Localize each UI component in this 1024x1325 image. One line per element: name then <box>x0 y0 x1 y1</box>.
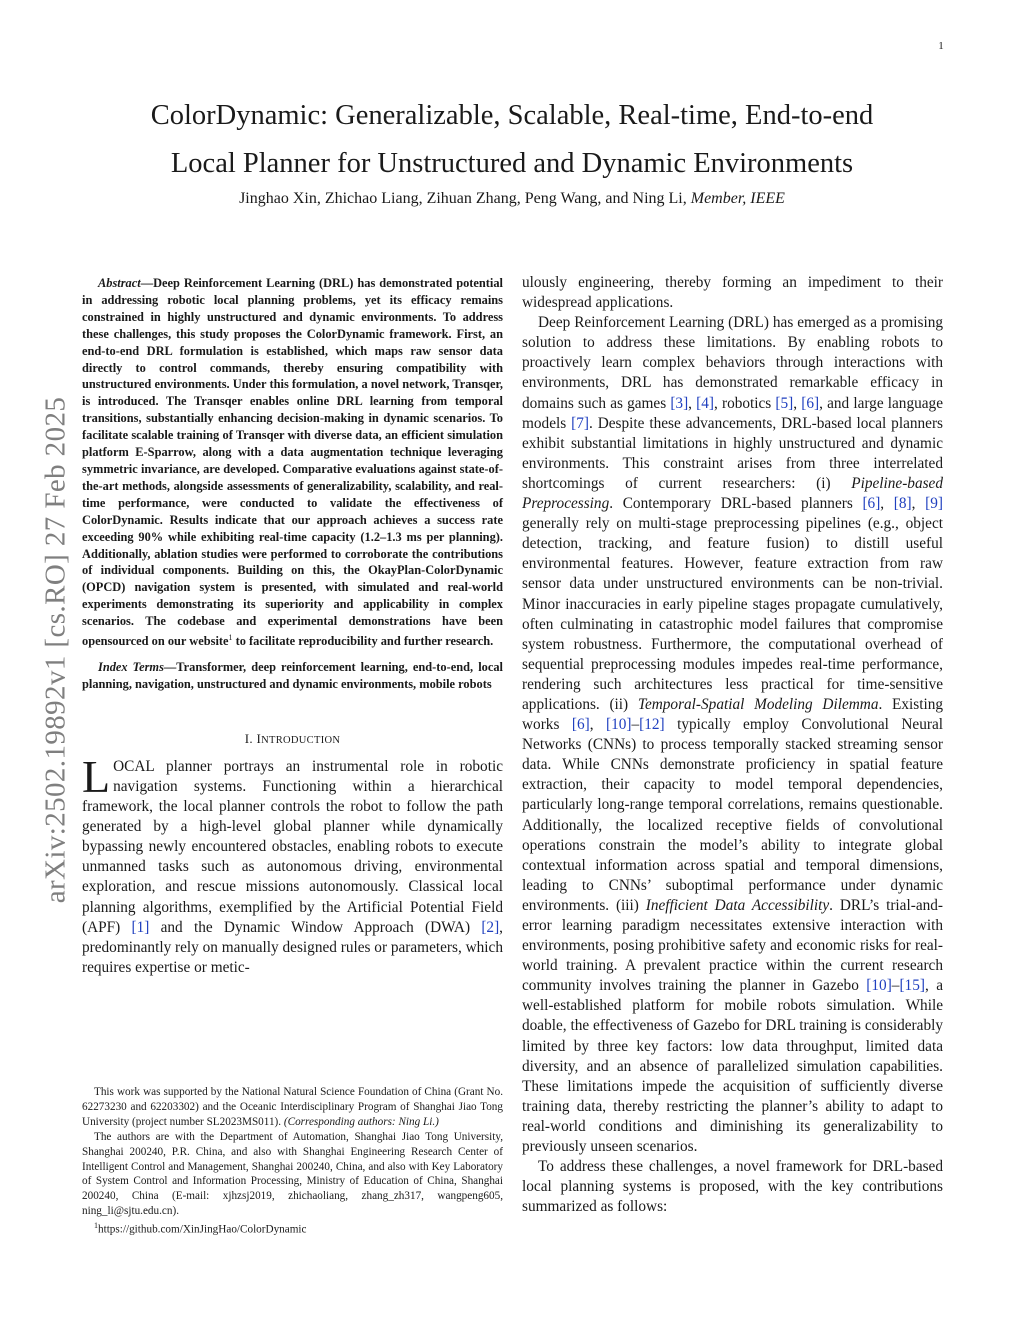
intro-text: , predominantly rely on manually designed rules or parameters, which requires expertise or metic- <box>82 918 503 976</box>
citation-link[interactable]: [1] <box>131 918 150 936</box>
intro-paragraph-continued: ulously engineering, thereby forming an impediment to their widespread applications. <box>522 274 943 312</box>
intro-text: and the Dynamic Window Approach (DWA) <box>149 918 482 936</box>
paragraph-text: . Despite these advancements, DRL-based local planners exhibit substantial limitations in highly unstructured and dynamic environments. This constraint arises from three interrelated shortcomings of current researchers: (i) <box>522 414 943 492</box>
paragraph-text: typically employ Convolutional Neural Networks (CNNs) to process temporally stacked streaming sensor data. While CNNs demonstrate proficiency in spatial feature extraction, their capacity to model temporal dependencies, particularly long-range temporal correlations, remains questionable. Additionally, the localized receptive fields of convolutional operations constrain the model’s ability to integrate global contextual information across spatial and temporal dimensions, leading to CNNs’ suboptimal performance under dynamic environments. (iii) <box>522 716 943 914</box>
paragraph-text: . Contemporary DRL-based planners <box>609 495 863 513</box>
paragraph-text: , and large language models <box>522 394 943 432</box>
abstract-footnote-mark: 1 <box>228 633 233 643</box>
section-initial: I <box>256 730 262 746</box>
range-dash: – <box>631 716 640 734</box>
range-dash: – <box>891 977 900 995</box>
citation-link[interactable]: [6] <box>801 394 820 412</box>
section-heading-introduction <box>82 731 503 747</box>
paragraph-text: , <box>688 394 697 412</box>
index-terms <box>82 659 503 693</box>
index-terms-text: —Transformer, deep reinforcement learning, end-to-end, local planning, navigation, unstructured and dynamic environments, mobile robots <box>82 660 503 691</box>
paper-title <box>100 92 924 188</box>
section-number: I. <box>244 730 253 746</box>
funding-text: This work was supported by the National Natural Science Foundation of China (Grant No. 62273230 and 62203302) and the Oceanic Interdisciplinary Program of Shanghai Jiao Tong University (project number SL2023MS011). <box>82 1086 503 1128</box>
citation-link[interactable]: [12] <box>639 716 665 734</box>
website-footnote <box>82 1219 503 1238</box>
corresponding-author-note: (Corresponding authors: Ning Li.) <box>283 1115 439 1128</box>
author-list <box>100 190 924 208</box>
paragraph-text: , <box>793 394 802 412</box>
paragraph-text: . Existing works <box>522 695 944 734</box>
first-word-rest: OCAL <box>113 757 155 775</box>
intro-right-text <box>522 273 943 1217</box>
citation-link[interactable]: [8] <box>893 495 912 513</box>
shortcoming-2: Temporal-Spatial Modeling Dilemma <box>637 695 879 713</box>
footnotes <box>82 1085 503 1238</box>
abstract-paragraph <box>82 275 503 650</box>
citation-link[interactable]: [10] <box>866 977 892 995</box>
intro-left-text <box>82 750 503 978</box>
author-membership: Member, IEEE <box>690 190 785 207</box>
paragraph-text: Deep Reinforcement Learning (DRL) has emerged as a promising solution to address these limitations. By enabling robots to proactively learn complex behaviors through interactions with environments, DRL has demonstrated remarkable efficacy in domains such as games <box>522 314 943 412</box>
page-number: 1 <box>938 40 944 52</box>
footnote-mark: 1 <box>94 1221 98 1231</box>
paragraph-text: , <box>911 495 926 513</box>
section-title-rest: NTRODUCTION <box>261 734 341 746</box>
citation-link[interactable]: [10] <box>605 716 632 734</box>
abstract-block <box>82 275 503 693</box>
abstract-tail: to facilitate reproducibility and further research. <box>232 634 494 649</box>
right-column <box>522 273 943 1217</box>
citation-link[interactable]: [6] <box>862 495 881 513</box>
abstract-lead: Abstract <box>98 276 141 290</box>
abstract-text: —Deep Reinforcement Learning (DRL) has demonstrated potential in addressing robotic local planning problems, yet its efficacy remains constrained in highly unstructured and dynamic environments. To address these challenges, this study proposes the ColorDynamic framework. First, an end-to-end DRL formulation is established, which maps raw sensor data directly to control commands, thereby ensuring compatibility with unstructured environments. Under this formulation, a novel network, Transqer, is introduced. The Transqer enables online DRL learning from temporal transitions, substantially enhancing decision-making in dynamic scenarios. To facilitate scalable training of Transqer with diverse data, an efficient simulation platform E-Sparrow, along with a data augmentation technique leveraging symmetric invariance, are developed. Comparative evaluations against state-of-the-art methods, alongside assessments of generalizability, scalability, and real-time performance, were conducted to validate the effectiveness of ColorDynamic. Results indicate that our approach achieves a success rate exceeding 90% while exhibiting real-time capacity (1.2–1.3 ms per planning). Additionally, ablation studies were performed to corroborate the contributions of individual components. Building on this, the OkayPlan-ColorDynamic (OPCD) navigation system is presented, with simulated and real-world experiments demonstrating its superiority and applicability in complex scenarios. The codebase and experimental demonstrations have been opensourced on our website <box>82 276 503 649</box>
shortcoming-3: Inefficient Data Accessibility <box>645 896 830 914</box>
index-terms-lead: Index Terms <box>98 660 164 675</box>
paragraph-text: , <box>589 716 606 734</box>
author-names: Jinghao Xin, Zhichao Liang, Zihuan Zhang, Peng Wang, and Ning Li, <box>239 190 687 207</box>
citation-link[interactable]: [15] <box>899 977 925 995</box>
citation-link[interactable]: [3] <box>670 394 689 412</box>
citation-link[interactable]: [7] <box>571 414 589 432</box>
citation-link[interactable]: [2] <box>481 918 500 936</box>
title-line-1: ColorDynamic: Generalizable, Scalable, Real-time, End-to-end <box>150 100 874 131</box>
citation-link[interactable]: [9] <box>925 495 943 513</box>
title-line-2: Local Planner for Unstructured and Dynamic Environments <box>170 148 854 179</box>
intro-paragraph-1 <box>82 750 503 978</box>
funding-note <box>82 1085 503 1130</box>
left-column <box>82 275 503 978</box>
website-url[interactable]: https://github.com/XinJingHao/ColorDynamic <box>98 1223 307 1236</box>
intro-paragraph-3: To address these challenges, a novel framework for DRL-based local planning systems is proposed, with the key contributions summarized as follows: <box>522 1158 943 1216</box>
citation-link[interactable]: [4] <box>696 394 714 412</box>
arxiv-identifier: arXiv:2502.19892v1 [cs.RO] 27 Feb 2025 <box>39 396 72 904</box>
intro-text: planner portrays an instrumental role in robotic navigation systems. Functioning within a hierarchical framework, the local planner controls the robot to follow the path generated by a high-level global planner while dynamically bypassing newly encountered obstacles, enabling robots to execute unmanned tasks such as autonomous driving, environmental exploration, and rescue missions autonomously. Classical local planning algorithms, exemplified by the Artificial Potential Field (APF) <box>82 757 503 936</box>
paragraph-text: , a well-established platform for mobile robots simulation. While doable, the effectiveness of Gazebo for DRL training is considerably limited by three key factors: low data throughput, limited data diversity, and an absence of parallelized simulation capabilities. These limitations impede the acquisition of sufficiently diverse training data, thereby restricting the planner’s ability to adapt to real-world conditions and diminishing its generalizability to previously unseen scenarios. <box>522 977 943 1156</box>
citation-link[interactable]: [6] <box>571 716 590 734</box>
paragraph-text: , <box>880 495 894 513</box>
paragraph-text: . DRL’s trial-and-error learning paradigm necessitates extensive interaction with environments, posing prohibitive safety and economic risks for real-world training. A prevalent practice within the current research community involves training the planner in Gazebo <box>522 896 943 995</box>
shortcoming-1: Pipeline-based Preprocessing <box>522 474 943 513</box>
paragraph-text: generally rely on multi-stage preprocessing pipelines (e.g., object detection, tracking, and feature fusion) to distill useful environmental features. However, feature extraction from raw sensor data under unstructured environments can be non-trivial. Minor inaccuracies in early pipeline stages propagate cumulatively, often culminating in catastrophic model failures that compromise system robustness. Furthermore, the computational overhead of sequential preprocessing modules impedes real-time performance, rendering such architectures less practical for time-sensitive applications. (ii) <box>522 515 943 713</box>
affiliation-note: The authors are with the Department of Automation, Shanghai Jiao Tong University, Shanghai 200240, P.R. China, and also with Shanghai Engineering Research Center of Intelligent Control and Management, Shanghai 200240, China, and also with Key Laboratory of System Control and Information Processing, Ministry of Education of China, Shanghai 200240, China (E-mail: xjhzsj2019, zhichaoliang, zhang_zh317, wangpeng605, ning_li@sjtu.edu.cn). <box>82 1130 503 1218</box>
paragraph-text: , robotics <box>714 394 776 412</box>
intro-paragraph-2 <box>522 313 943 1157</box>
citation-link[interactable]: [5] <box>775 394 794 412</box>
drop-cap: L <box>82 750 111 802</box>
